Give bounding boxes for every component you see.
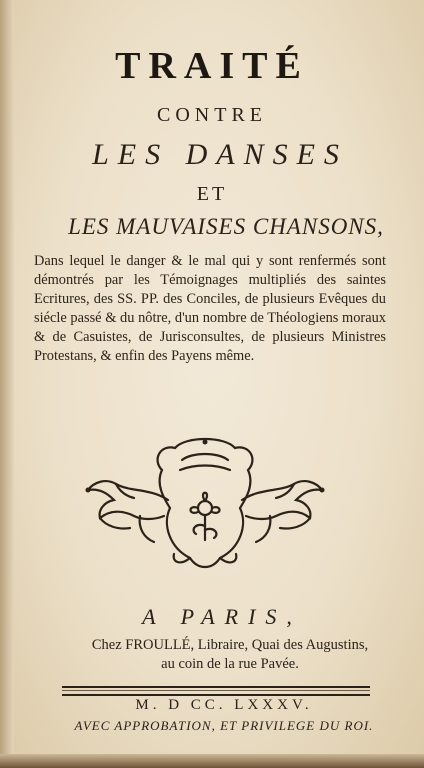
title-line-et: ET	[196, 183, 228, 205]
rococo-cartouche-ornament-icon	[80, 430, 330, 580]
title-line-chansons: LES MAUVAISES CHANSONS,	[68, 214, 384, 239]
book-title: TRAITÉ	[115, 45, 309, 87]
publisher-line-2: au coin de la rue Pavée.	[161, 656, 299, 672]
imprint-publisher	[0, 636, 424, 674]
page-bottom-edge	[0, 754, 424, 768]
title-line-danses: LES DANSES	[92, 138, 348, 171]
title-line-contre: CONTRE	[157, 104, 267, 126]
double-rule-divider	[62, 686, 370, 696]
publisher-line-1: Chez FROULLÉ, Libraire, Quai des Augustins,	[91, 637, 369, 653]
description-paragraph: Dans lequel le danger & le mal qui y sont renfermés sont démontrés par les Témoignages multipliés des saintes Ecritures, des SS. PP. des Conciles, de plusieurs Evêques du siécle passé & du nôtre, d'un nombre de Théologiens moraux & de Casuistes, de Jurisconsultes, de plusieurs Ministres Protestans, & enfin des Payens même.	[34, 253, 386, 364]
imprint-city: A PARIS,	[142, 604, 302, 629]
publication-date: M. D CC. LXXXV.	[135, 697, 313, 713]
approbation-line: AVEC APPROBATION, ET PRIVILEGE DU ROI.	[74, 718, 374, 733]
